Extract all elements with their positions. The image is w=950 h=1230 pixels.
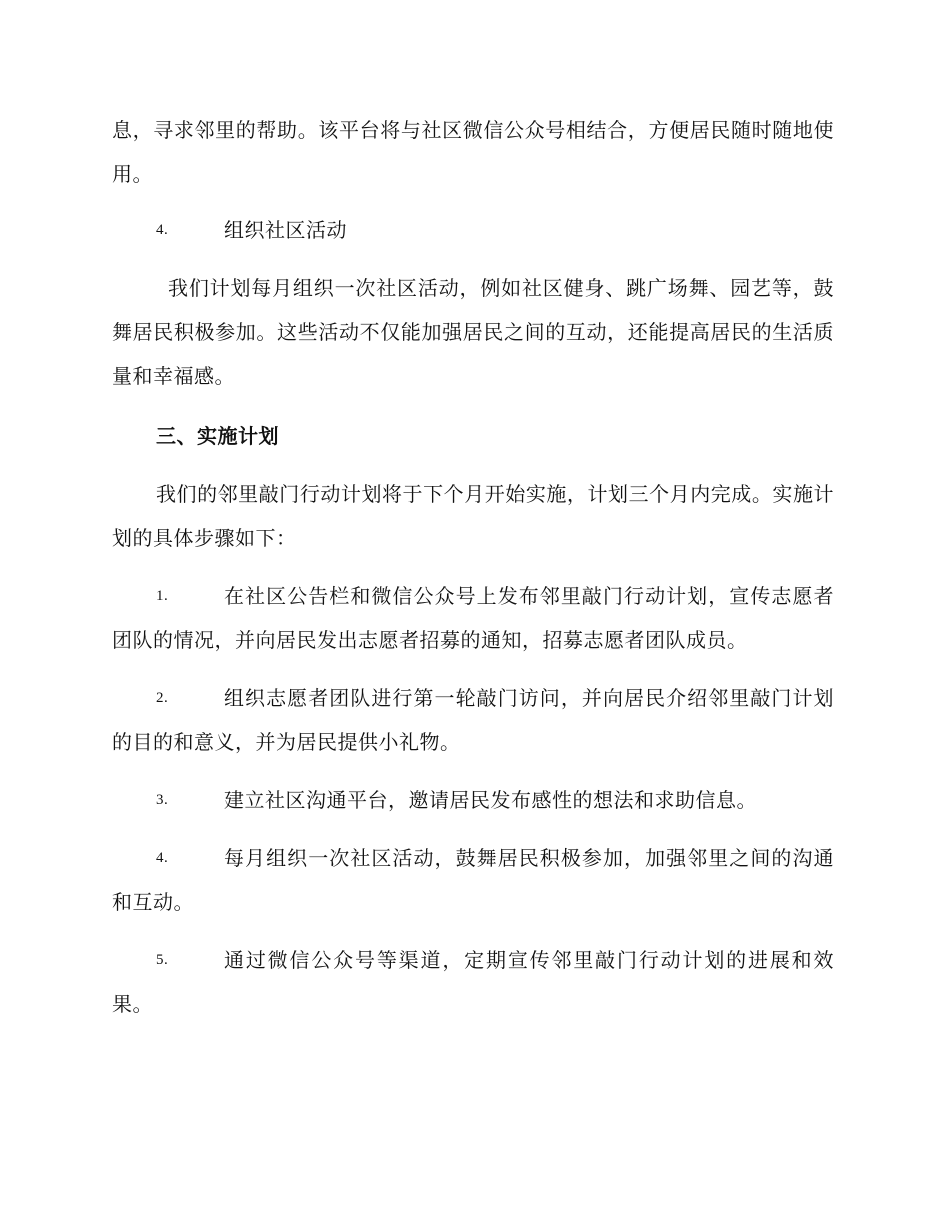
list-item-text: 组织志愿者团队进行第一轮敲门访问，并向居民介绍邻里敲门计划的目的和意义，并为居民提供小礼物。 — [112, 686, 834, 754]
list-item — [112, 676, 834, 764]
list-item-text: 每月组织一次社区活动，鼓舞居民积极参加，加强邻里之间的沟通和互动。 — [112, 846, 834, 914]
list-item — [112, 778, 834, 822]
list-item — [112, 938, 834, 1026]
list-item-number: 4. — [156, 850, 169, 866]
list-item-text: 通过微信公众号等渠道，定期宣传邻里敲门行动计划的进展和效果。 — [112, 948, 834, 1016]
list-item-number: 2. — [156, 690, 169, 706]
list-item-text: 在社区公告栏和微信公众号上发布邻里敲门行动计划，宣传志愿者团队的情况，并向居民发出志愿者招募的通知，招募志愿者团队成员。 — [112, 584, 834, 652]
paragraph-continuation: 息，寻求邻里的帮助。该平台将与社区微信公众号相结合，方便居民随时随地使用。 — [112, 118, 834, 186]
section-4-number: 4. — [156, 222, 169, 238]
list-item — [112, 574, 834, 662]
section-4-heading — [112, 208, 834, 252]
list-item-number: 3. — [156, 792, 169, 808]
list-item — [112, 836, 834, 924]
list-item-number: 5. — [156, 952, 169, 968]
section-heading-implementation: 三、实施计划 — [156, 424, 279, 448]
section-4-title: 组织社区活动 — [224, 218, 347, 242]
list-item-text: 建立社区沟通平台，邀请居民发布感性的想法和求助信息。 — [224, 788, 757, 812]
paragraph-activity: 我们计划每月组织一次社区活动，例如社区健身、跳广场舞、园艺等，鼓舞居民积极参加。这些活动不仅能加强居民之间的互动，还能提高居民的生活质量和幸福感。 — [112, 276, 834, 388]
paragraph-plan-intro: 我们的邻里敲门行动计划将于下个月开始实施，计划三个月内完成。实施计划的具体步骤如下： — [112, 482, 834, 550]
list-item-number: 1. — [156, 588, 169, 604]
